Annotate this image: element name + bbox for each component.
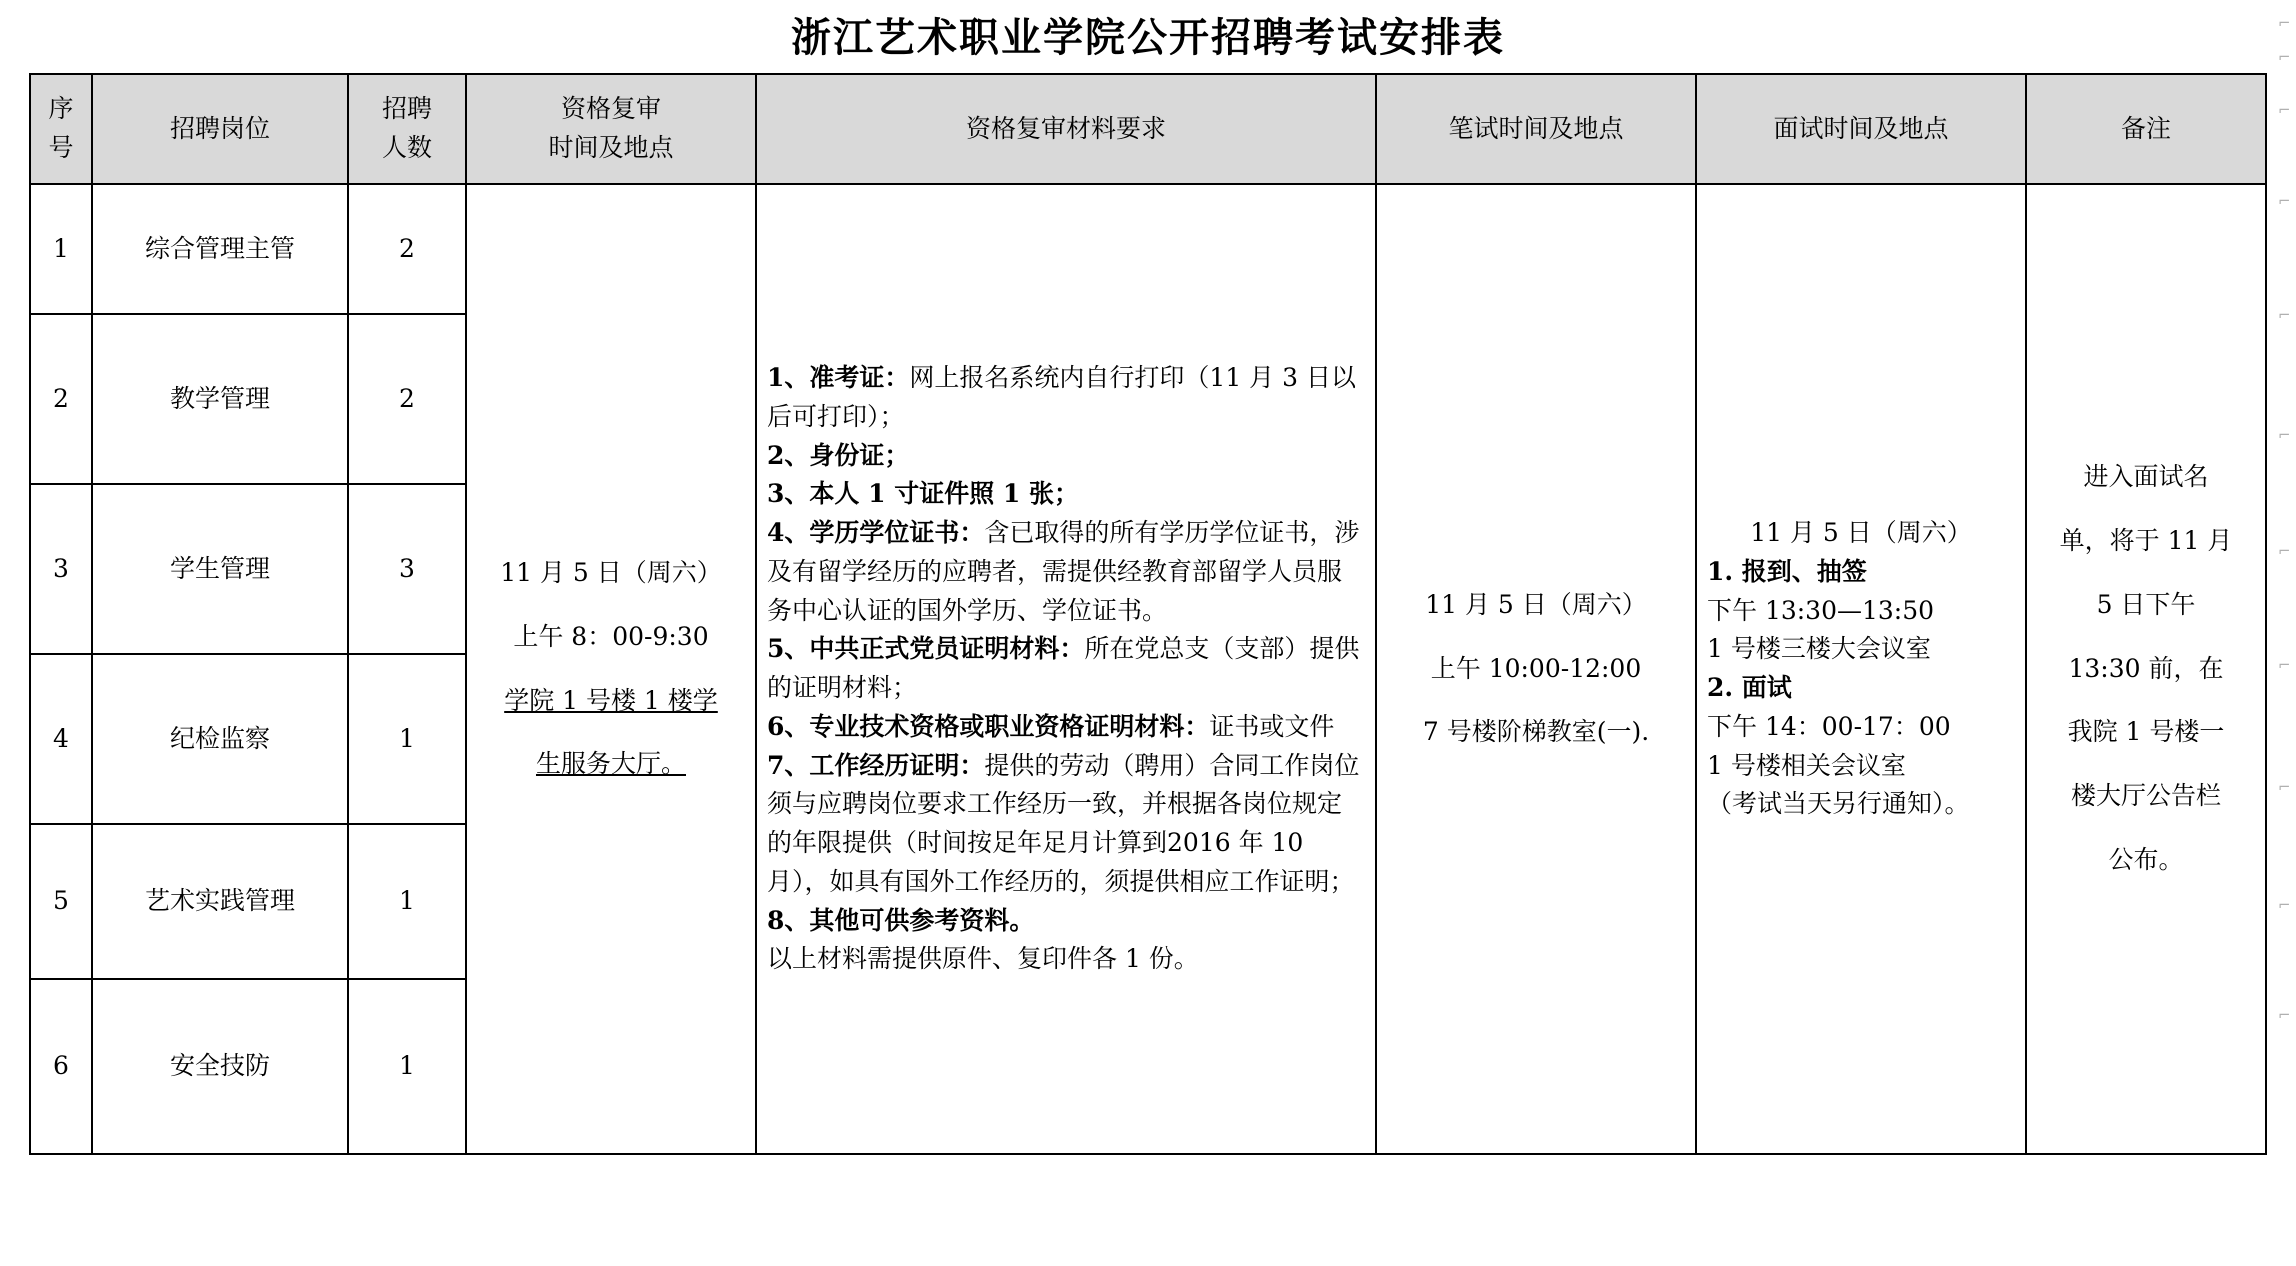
- edge-mark-icon: ⌐: [2278, 14, 2291, 32]
- interview-date: 11 月 5 日（周六）: [1750, 518, 1972, 547]
- header-row: [30, 74, 2266, 184]
- column-header-index-line1: 序: [48, 94, 74, 124]
- column-header-review: [466, 74, 756, 184]
- remark-line3: 5 日下午: [2096, 589, 2196, 619]
- column-header-review-line2: 时间及地点: [548, 133, 674, 162]
- column-header-review-line1: 资格复审: [560, 94, 661, 124]
- edge-mark-icon: ⌐: [2278, 192, 2291, 210]
- material-requirements-cell: [756, 184, 1376, 1154]
- material-item-2: 2、身份证；: [767, 440, 910, 470]
- column-header-interview: 面试时间及地点: [1696, 74, 2026, 184]
- column-header-count: [348, 74, 466, 184]
- column-header-index-line2: 号: [48, 133, 74, 162]
- remark-cell: [2026, 184, 2266, 1154]
- material-item-7-label: 7、工作经历证明：: [767, 750, 985, 780]
- material-item-7-text: 提供的劳动（聘用）合同工作岗位须与应聘岗位要求工作经历一致，并根据各岗位规定的年限提供（时间按足年足月计算到2016 年 10 月），如具有国外工作经历的，须提供相应工作证明；: [767, 750, 1360, 896]
- material-item-6-label: 6、专业技术资格或职业资格证明材料：: [767, 711, 1210, 741]
- row-count: 1: [348, 979, 466, 1154]
- row-count: 2: [348, 184, 466, 314]
- interview-item2-note: （考试当天另行通知）。: [1707, 789, 1970, 819]
- table-body: [30, 184, 2266, 1154]
- column-header-index: [30, 74, 92, 184]
- interview-item2-time: 下午 14：00-17：00: [1707, 711, 1951, 741]
- written-line3: 7 号楼阶梯教室(一).: [1422, 717, 1650, 747]
- row-post: 艺术实践管理: [92, 824, 348, 979]
- recruitment-exam-schedule-table: [29, 73, 2267, 1155]
- remark-line4: 13:30 前，在: [2068, 653, 2224, 683]
- written-line2: 上午 10:00-12:00: [1430, 653, 1642, 683]
- interview-item2-place: 1 号楼相关会议室: [1707, 750, 1906, 780]
- material-item-5: [767, 630, 1365, 708]
- column-header-material: 资格复审材料要求: [756, 74, 1376, 184]
- table-row: [30, 184, 2266, 314]
- table-header: [30, 74, 2266, 184]
- row-count: 3: [348, 484, 466, 654]
- remark-line5: 我院 1 号楼一: [2067, 717, 2225, 747]
- edge-mark-icon: ⌐: [2278, 48, 2291, 66]
- interview-item1-label: 1. 报到、抽签: [1707, 556, 1867, 586]
- interview-item2-label: 2. 面试: [1707, 673, 1792, 702]
- page-title: 浙江艺术职业学院公开招聘考试安排表: [791, 14, 1505, 61]
- column-header-count-line1: 招聘: [381, 94, 432, 124]
- edge-mark-icon: ⌐: [2278, 426, 2291, 444]
- column-header-post: 招聘岗位: [92, 74, 348, 184]
- row-post: 教学管理: [92, 314, 348, 484]
- row-index: 2: [30, 314, 92, 484]
- interview-cell: [1696, 184, 2026, 1154]
- material-item-8: 8、其他可供参考资料。: [767, 905, 1035, 935]
- interview-item1-time: 下午 13:30—13:50: [1707, 595, 1935, 625]
- remark-line2: 单，将于 11 月: [2059, 526, 2233, 556]
- edge-mark-icon: ⌐: [2278, 306, 2291, 324]
- qualification-review-cell: [466, 184, 756, 1154]
- edge-mark-icon: ⌐: [2278, 1006, 2291, 1024]
- edge-mark-icon: ⌐: [2278, 896, 2291, 914]
- row-count: 1: [348, 654, 466, 824]
- review-line4: 生服务大厅。: [535, 749, 686, 779]
- interview-item1-place: 1 号楼三楼大会议室: [1707, 634, 1931, 664]
- material-item-6-text: 证书或文件: [1209, 711, 1335, 741]
- row-post: 纪检监察: [92, 654, 348, 824]
- row-index: 1: [30, 184, 92, 314]
- material-item-6: [767, 708, 1365, 747]
- row-index: 6: [30, 979, 92, 1154]
- row-index: 5: [30, 824, 92, 979]
- material-item-7: [767, 747, 1365, 902]
- material-item-5-text: 所在党总支（支部）提供的证明材料；: [767, 634, 1360, 702]
- row-count: 2: [348, 314, 466, 484]
- row-count: 1: [348, 824, 466, 979]
- written-exam-cell: [1376, 184, 1696, 1154]
- edge-mark-icon: ⌐: [2278, 542, 2291, 560]
- row-post: 安全技防: [92, 979, 348, 1154]
- column-header-remark: 备注: [2026, 74, 2266, 184]
- material-item-1: [767, 359, 1365, 437]
- remark-line7: 公布。: [2108, 844, 2184, 874]
- material-item-4: [767, 514, 1365, 630]
- row-post: 学生管理: [92, 484, 348, 654]
- edge-mark-icon: ⌐: [2278, 101, 2291, 119]
- column-header-count-line2: 人数: [381, 133, 432, 162]
- material-item-1-text: 网上报名系统内自行打印（11 月 3 日以后可打印）；: [767, 363, 1356, 431]
- remark-line1: 进入面试名: [2083, 462, 2209, 492]
- review-line1: 11 月 5 日（周六）: [500, 558, 722, 587]
- material-footer: 以上材料需提供原件、复印件各 1 份。: [767, 944, 1199, 974]
- written-line1: 11 月 5 日（周六）: [1425, 589, 1647, 619]
- review-line2: 上午 8：00-9:30: [513, 621, 709, 651]
- edge-mark-icon: ⌐: [2278, 778, 2291, 796]
- remark-line6: 楼大厅公告栏: [2070, 781, 2221, 811]
- material-item-4-text: 含已取得的所有学历学位证书，涉及有留学经历的应聘者，需提供经教育部留学人员服务中心认证的国外学历、学位证书。: [767, 518, 1360, 625]
- column-header-written: 笔试时间及地点: [1376, 74, 1696, 184]
- material-item-4-label: 4、学历学位证书：: [767, 518, 985, 547]
- row-index: 3: [30, 484, 92, 654]
- material-item-5-label: 5、中共正式党员证明材料：: [767, 634, 1085, 664]
- material-item-3: 3、本人 1 寸证件照 1 张；: [767, 479, 1080, 509]
- review-line3: 学院 1 号楼 1 楼学: [504, 685, 718, 715]
- material-item-1-label: 1、准考证：: [767, 363, 910, 392]
- page-edge-marks: [2268, 0, 2290, 1266]
- row-post: 综合管理主管: [92, 184, 348, 314]
- row-index: 4: [30, 654, 92, 824]
- edge-mark-icon: ⌐: [2278, 656, 2291, 674]
